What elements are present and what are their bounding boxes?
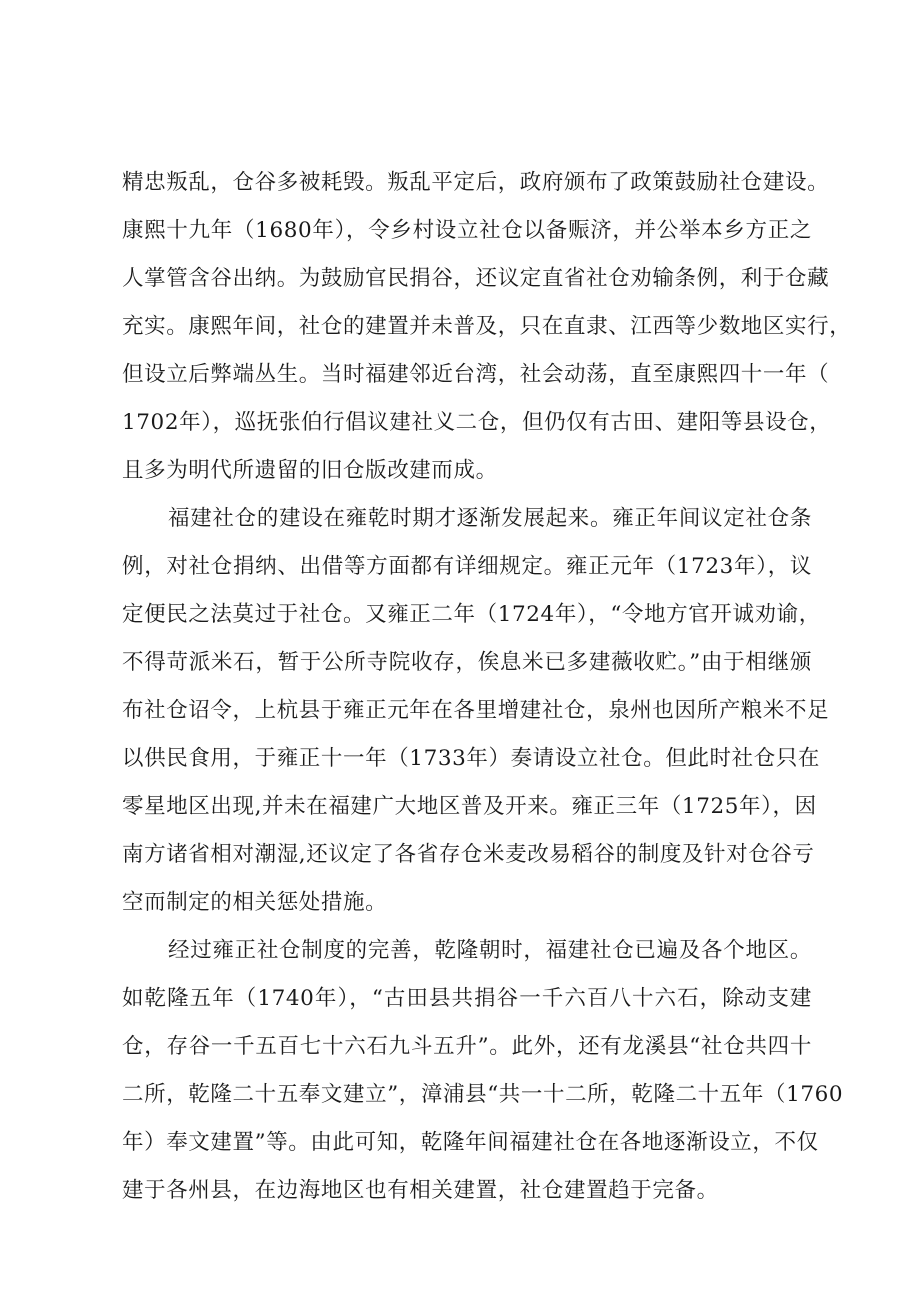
text-line: 充实。康熙年间，社仓的建置并未普及，只在直隶、江西等少数地区实行， [122, 314, 852, 339]
text-line: 以供民食用，于雍正十一年（1733年）奏请设立社仓。但此时社仓只在 [122, 746, 821, 771]
text-line: 建于各州县，在边海地区也有相关建置，社仓建置趋于完备。 [122, 1178, 719, 1203]
text-line: 康熙十九年（1680年），令乡村设立社仓以备赈济，并公举本乡方正之 [122, 218, 812, 243]
text-line: 二所，乾隆二十五奉文建立”，漳浦县“共一十二所，乾隆二十五年（1760 [122, 1082, 844, 1107]
text-line: 如乾隆五年（1740年），“古田县共捐谷一千六百八十六石，除动支建 [122, 986, 812, 1011]
text-line: 且多为明代所遗留的旧仓版改建而成。 [122, 458, 498, 483]
text-line: 南方诸省相对潮湿,还议定了各省存仓米麦改易稻谷的制度及针对仓谷亏 [122, 842, 815, 867]
text-line: 零星地区出现,并未在福建广大地区普及开来。雍正三年（1725年），因 [122, 794, 817, 819]
text-line: 仓，存谷一千五百七十六石九斗五升”。此外，还有龙溪县“社仓共四十 [122, 1034, 812, 1059]
text-line: 但设立后弊端丛生。当时福建邻近台湾，社会动荡，直至康熙四十一年（ [122, 362, 830, 387]
text-line: 不得苛派米石，暂于公所寺院收存，俟息米已多建薇收贮。”由于相继颁 [122, 650, 812, 675]
text-line: 1702年），巡抚张伯行倡议建社义二仓，但仍仅有古田、建阳等县设仓， [122, 410, 832, 435]
text-line: 人掌管含谷出纳。为鼓励官民捐谷，还议定直省社仓劝输条例，利于仓藏 [122, 266, 830, 291]
text-line: 布社仓诏令，上杭县于雍正元年在各里增建社仓，泉州也因所产粮米不足 [122, 698, 830, 723]
paragraph-first-line: 经过雍正社仓制度的完善，乾隆朝时，福建社仓已遍及各个地区。 [168, 938, 812, 963]
text-line: 例，对社仓捐纳、出借等方面都有详细规定。雍正元年（1723年），议 [122, 554, 812, 579]
text-line: 年）奉文建置”等。由此可知，乾隆年间福建社仓在各地逐渐设立，不仅 [122, 1130, 819, 1155]
text-line: 精忠叛乱，仓谷多被耗毁。叛乱平定后，政府颁布了政策鼓励社仓建设。 [122, 170, 830, 195]
paragraph-first-line: 福建社仓的建设在雍乾时期才逐渐发展起来。雍正年间议定社仓条 [168, 506, 812, 531]
text-line: 定便民之法莫过于社仓。又雍正二年（1724年），“令地方官开诚劝谕， [122, 602, 821, 627]
text-line: 空而制定的相关惩处措施。 [122, 890, 388, 915]
